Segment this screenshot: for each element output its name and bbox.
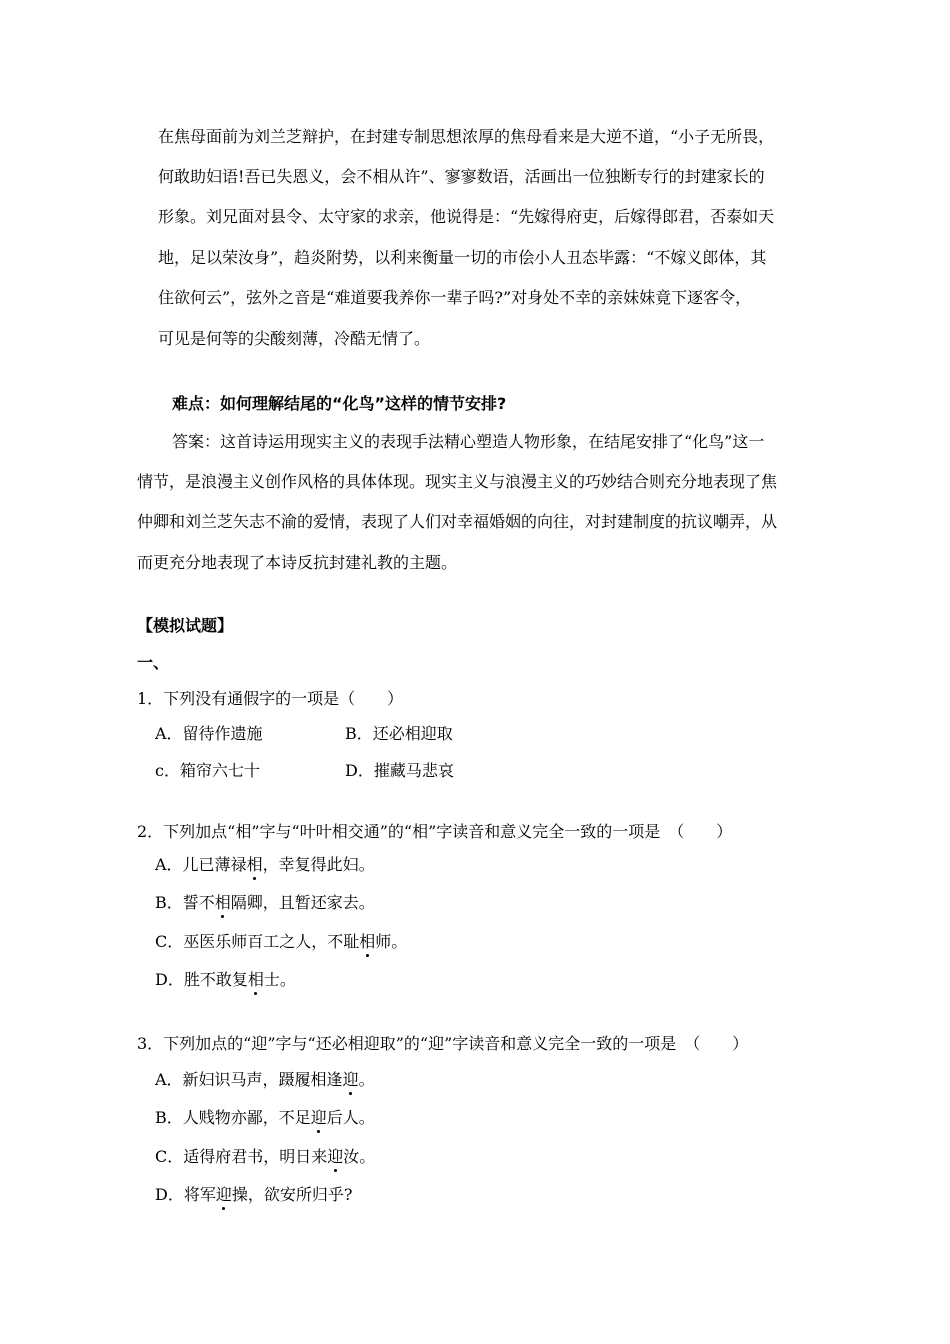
q3-a-dotted-char: 迎 xyxy=(343,1068,359,1092)
intro-line-1: 在焦母面前为刘兰芝辩护，在封建专制思想浓厚的焦母看来是大逆不道，“小子无所畏， xyxy=(158,127,775,146)
q2-a-text: A．儿已薄禄 xyxy=(155,855,247,874)
q3-d-dotted-char: 迎 xyxy=(216,1183,232,1207)
intro-line-3: 形象。刘兄面对县令、太守家的求亲，他说得是：“先嫁得府吏，后嫁得郎君，否泰如天 xyxy=(158,207,775,226)
q2-d-text-rest: 士。 xyxy=(263,970,296,989)
intro-line-5: 住欲何云”，弦外之音是“难道要我养你一辈子吗?”对身处不幸的亲妹妹竟下逐客令， xyxy=(158,288,752,307)
q1-option-c: c．箱帘六七十 xyxy=(155,761,260,780)
difficulty-heading: 难点：如何理解结尾的“化鸟”这样的情节安排? xyxy=(172,394,507,413)
q2-b-text: B．誓不 xyxy=(155,893,215,912)
q2-b-dotted-char: 相 xyxy=(215,891,231,915)
q2-d-dotted-char: 相 xyxy=(248,968,264,992)
q3-c-text-rest: 汝。 xyxy=(343,1147,376,1166)
q2-stem: 2．下列加点“相”字与“叶叶相交通”的“相”字读音和意义完全一致的一项是 （ ） xyxy=(137,822,733,841)
q3-c-text: C．适得府君书，明日来 xyxy=(155,1147,328,1166)
q3-b-text-rest: 后人。 xyxy=(326,1108,375,1127)
q1-option-d: D．摧藏马悲哀 xyxy=(345,761,454,780)
q3-d-text: D．将军 xyxy=(155,1185,216,1204)
q2-a-dotted-char: 相 xyxy=(247,853,263,877)
q1-option-b: B．还必相迎取 xyxy=(345,724,453,743)
section-title: 【模拟试题】 xyxy=(137,616,234,635)
answer-line-1: 答案：这首诗运用现实主义的表现手法精心塑造人物形象，在结尾安排了“化鸟”这一 xyxy=(172,432,765,451)
q3-stem: 3．下列加点的“迎”字与“还必相迎取”的“迎”字读音和意义完全一致的一项是 （ ） xyxy=(137,1034,749,1053)
q3-b-dotted-char: 迎 xyxy=(311,1106,327,1130)
q1-stem: 1．下列没有通假字的一项是（ ） xyxy=(137,689,404,708)
answer-line-4: 而更充分地表现了本诗反抗封建礼教的主题。 xyxy=(137,553,458,572)
q2-c-dotted-char: 相 xyxy=(359,930,375,954)
q2-option-a xyxy=(155,853,375,877)
intro-line-4: 地，足以荣汝身”，趋炎附势，以利来衡量一切的市侩小人丑态毕露：“不嫁义郎体，其 xyxy=(158,248,767,267)
answer-line-3: 仲卿和刘兰芝矢志不渝的爱情，表现了人们对幸福婚姻的向往，对封建制度的抗议嘲弄，从 xyxy=(137,512,778,531)
q3-option-c xyxy=(155,1145,375,1169)
q2-b-text-rest: 隔卿，且暂还家去。 xyxy=(230,893,375,912)
q2-a-text-rest: ，幸复得此妇。 xyxy=(262,855,375,874)
q2-c-text: C．巫医乐师百工之人，不耻 xyxy=(155,932,360,951)
q3-option-d xyxy=(155,1183,352,1207)
q3-a-text: A．新妇识马声，蹑履相逢 xyxy=(155,1070,343,1089)
q2-c-text-rest: 师。 xyxy=(375,932,408,951)
q2-option-d xyxy=(155,968,296,992)
q3-option-a xyxy=(155,1068,375,1092)
q3-option-b xyxy=(155,1106,375,1130)
q2-option-c xyxy=(155,930,407,954)
q1-option-a: A．留待作遗施 xyxy=(155,724,263,743)
q3-b-text: B．人贱物亦鄙，不足 xyxy=(155,1108,311,1127)
part-label: 一、 xyxy=(137,653,170,672)
q3-c-dotted-char: 迎 xyxy=(327,1145,343,1169)
q3-a-text-rest: 。 xyxy=(358,1070,375,1089)
intro-line-6: 可见是何等的尖酸刻薄，冷酷无情了。 xyxy=(158,329,431,348)
q3-d-text-rest: 操，欲安所归乎? xyxy=(231,1185,353,1204)
q2-option-b xyxy=(155,891,375,915)
q2-d-text: D．胜不敢复 xyxy=(155,970,248,989)
intro-line-2: 何敢助妇语!吾已失恩义，会不相从许”、寥寥数语，活画出一位独断专行的封建家长的 xyxy=(158,167,765,186)
answer-line-2: 情节，是浪漫主义创作风格的具体体现。现实主义与浪漫主义的巧妙结合则充分地表现了焦 xyxy=(137,472,778,491)
